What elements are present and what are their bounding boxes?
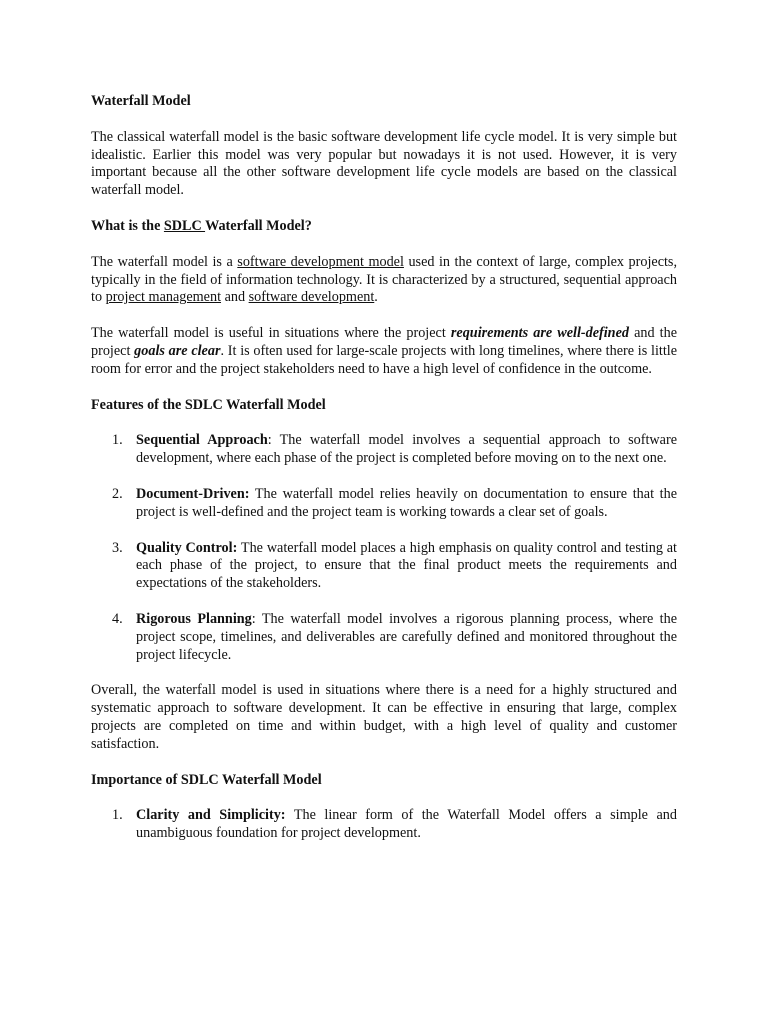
document-body bbox=[91, 93, 677, 861]
list-separator: : bbox=[267, 432, 280, 449]
list-term: Document-Driven: bbox=[136, 485, 250, 502]
list-number: 4. bbox=[112, 610, 123, 627]
intro-paragraph: The classical waterfall model is the basic software development life cycle model. It is very simple but idealistic. Earlier this model was very popular but nowadays it is not used. However, it is very important because all the other software development life cycle models are based on the classical waterfall model. bbox=[91, 128, 677, 199]
heading-text: What is the bbox=[91, 217, 164, 234]
section-heading-what-is bbox=[91, 218, 677, 236]
list-number: 2. bbox=[112, 485, 123, 502]
list-number: 3. bbox=[112, 539, 123, 556]
list-separator: : bbox=[251, 610, 262, 627]
list-number: 1. bbox=[112, 807, 123, 824]
document-title: Waterfall Model bbox=[91, 93, 191, 109]
list-item bbox=[91, 611, 677, 664]
list-text: The waterfall model involves a sequential approach to software development, where each phase of the project is completed before moving on to the next one. bbox=[136, 432, 677, 467]
list-text: The waterfall model relies heavily on documentation to ensure that the project is well-defined and the project team is working towards a clear set of goals. bbox=[136, 485, 677, 520]
paragraph-text: The waterfall model is useful in situations where the project bbox=[91, 325, 451, 342]
software-development-link[interactable]: software development bbox=[248, 289, 375, 306]
section-heading-importance: Importance of SDLC Waterfall Model bbox=[91, 771, 322, 788]
list-item bbox=[91, 486, 677, 522]
list-item bbox=[91, 432, 677, 468]
list-text: The linear form of the Waterfall Model offers a simple and unambiguous foundation for project development. bbox=[136, 807, 677, 842]
usefulness-paragraph bbox=[91, 325, 677, 378]
importance-list bbox=[91, 807, 677, 843]
definition-paragraph bbox=[91, 254, 677, 307]
list-number: 1. bbox=[112, 432, 123, 449]
overall-paragraph: Overall, the waterfall model is used in situations where there is a need for a highly structured and systematic approach to software development. It can be effective in ensuring that large, complex projects are completed on time and within budget, with a high level of quality and customer satisfaction. bbox=[91, 682, 677, 752]
features-list bbox=[91, 432, 677, 664]
paragraph-text: . It is often used for large-scale projects with long timelines, where there is little room for error and the project stakeholders need to have a high level of confidence in the outcome. bbox=[91, 342, 678, 377]
section-heading-features: Features of the SDLC Waterfall Model bbox=[91, 396, 326, 413]
list-item bbox=[91, 540, 677, 593]
list-term: Rigorous Planning bbox=[136, 610, 252, 627]
list-text: The waterfall model involves a rigorous planning process, where the project scope, timelines, and deliverables are carefully defined and monitored throughout the project lifecycle. bbox=[136, 610, 677, 663]
list-separator bbox=[286, 807, 294, 823]
list-term: Clarity and Simplicity: bbox=[136, 807, 286, 824]
project-management-link[interactable]: project management bbox=[105, 289, 222, 306]
heading-text: Waterfall Model? bbox=[205, 217, 312, 234]
paragraph-text: used in the context of large, complex projects, typically in the field of information technology. It is characterized by a structured, sequential approach to bbox=[91, 253, 678, 306]
software-development-model-link[interactable]: software development model bbox=[237, 253, 404, 270]
list-term: Quality Control: bbox=[136, 539, 238, 556]
sdlc-link[interactable]: SDLC bbox=[163, 217, 206, 234]
list-term: Sequential Approach bbox=[136, 432, 268, 449]
emphasis-text: requirements are well-defined bbox=[450, 325, 629, 342]
list-item bbox=[91, 807, 677, 843]
emphasis-text: goals are clear bbox=[134, 342, 221, 359]
paragraph-text: and bbox=[221, 289, 249, 306]
paragraph-text: . bbox=[374, 289, 378, 306]
paragraph-text: The waterfall model is a bbox=[91, 253, 238, 270]
list-text: The waterfall model places a high emphasis on quality control and testing at each phase of the project, to ensure that the final product meets the requirements and expectations of the stakeholders. bbox=[136, 539, 677, 592]
paragraph-text: and the project bbox=[91, 325, 677, 359]
